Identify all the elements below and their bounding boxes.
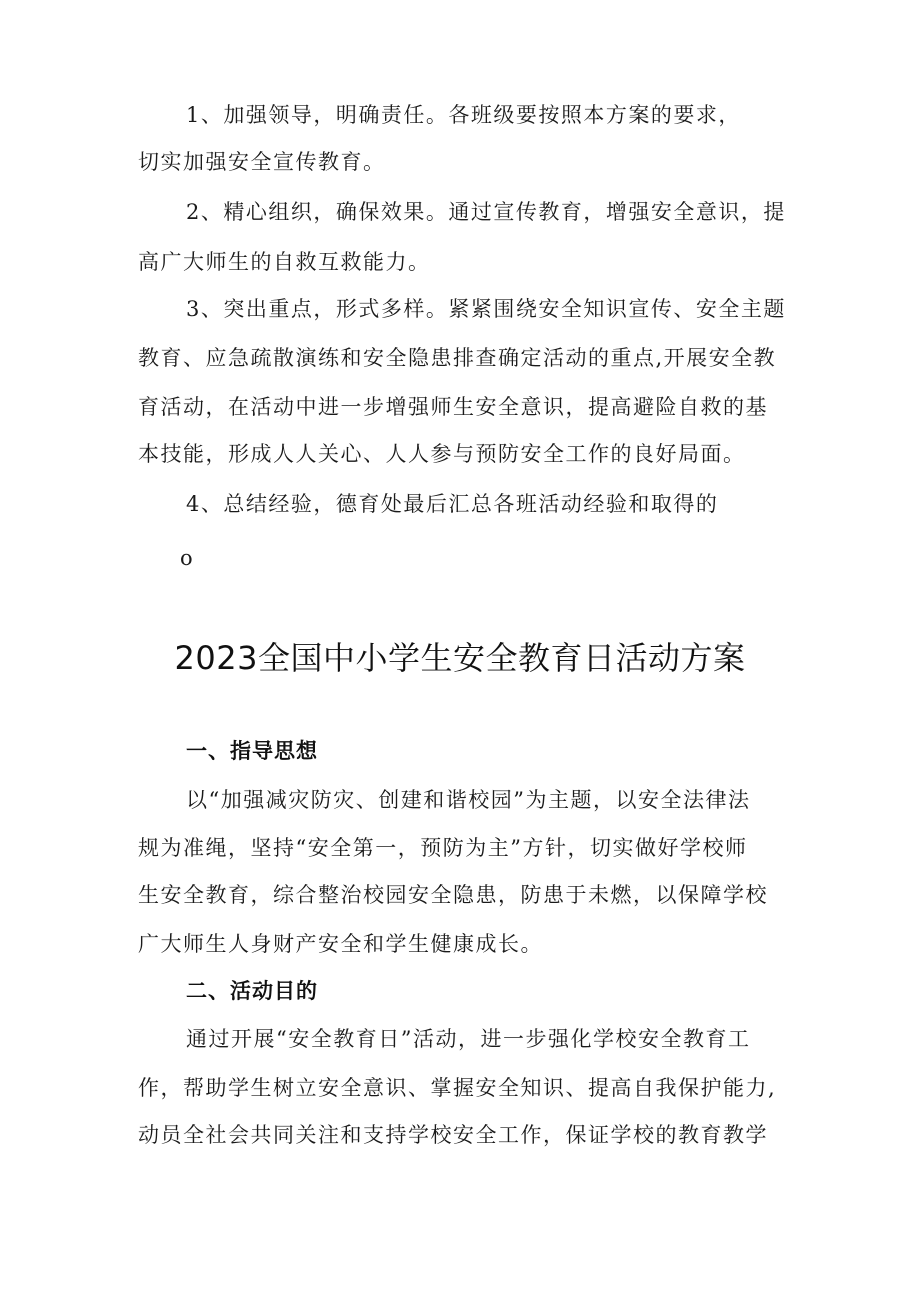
- document-title: 2023全国中小学生安全教育日活动方案: [174, 639, 746, 677]
- paragraph-line: 通过开展“安全教育日”活动，进一步强化学校安全教育工: [186, 1027, 751, 1051]
- paragraph-line: 2、精心组织，确保效果。通过宣传教育，增强安全意识，提: [186, 200, 786, 224]
- paragraph-line: 1、加强领导，明确责任。各班级要按照本方案的要求，: [186, 103, 741, 127]
- paragraph-line: 动员全社会共同关注和支持学校安全工作，保证学校的教育教学: [138, 1123, 768, 1147]
- paragraph-line: 以“加强减灾防灾、创建和谐校园”为主题，以安全法律法: [186, 788, 751, 812]
- paragraph-line: 本技能，形成人人关心、人人参与预防安全工作的良好局面。: [138, 442, 746, 466]
- paragraph-line: 规为准绳，坚持“安全第一，预防为主”方针，切实做好学校师: [138, 836, 748, 860]
- paragraph-line: 4、总结经验，德育处最后汇总各班活动经验和取得的: [186, 492, 719, 516]
- paragraph-line: 教育、应急疏散演练和安全隐患排查确定活动的重点,开展安全教: [138, 346, 777, 370]
- paragraph-line: 高广大师生的自救互救能力。: [138, 250, 431, 274]
- section-heading: 二、活动目的: [186, 979, 318, 1003]
- paragraph-line: 广大师生人身财产安全和学生健康成长。: [138, 932, 543, 956]
- paragraph-line: o: [180, 546, 195, 570]
- paragraph-line: 切实加强安全宣传教育。: [138, 150, 386, 174]
- paragraph-line: 作，帮助学生树立安全意识、掌握安全知识、提高自我保护能力,: [138, 1076, 777, 1100]
- paragraph-line: 3、突出重点，形式多样。紧紧围绕安全知识宣传、安全主题: [186, 297, 786, 321]
- paragraph-line: 育活动，在活动中进一步增强师生安全意识，提高避险自救的基: [138, 395, 768, 419]
- paragraph-line: 生安全教育，综合整治校园安全隐患，防患于未燃，以保障学校: [138, 883, 768, 907]
- section-heading: 一、指导思想: [186, 739, 318, 763]
